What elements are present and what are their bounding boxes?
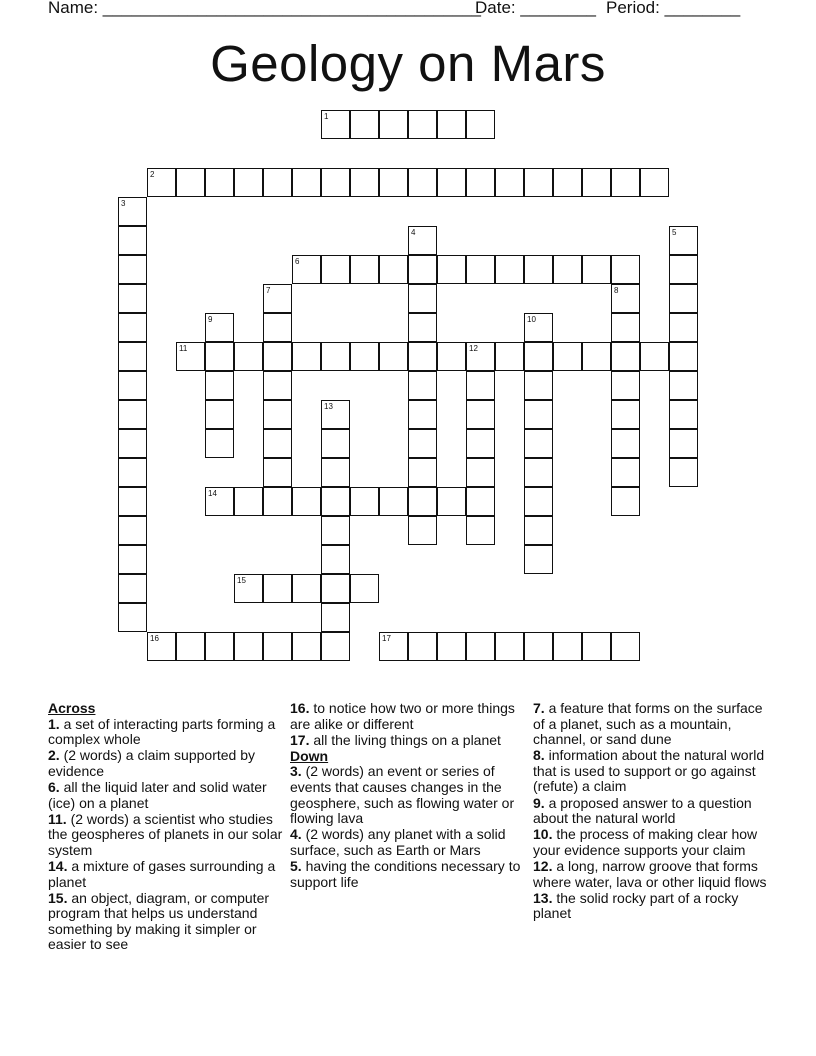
grid-cell[interactable]: [292, 342, 321, 371]
clue-number: 6: [295, 257, 300, 266]
grid-cell[interactable]: [292, 574, 321, 603]
grid-cell[interactable]: [466, 429, 495, 458]
clue-across-11: 11. (2 words) a scientist who studies the geospheres of planets in our solar system: [48, 810, 283, 858]
grid-cell[interactable]: [669, 342, 698, 371]
grid-cell[interactable]: [669, 255, 698, 284]
grid-cell[interactable]: [118, 487, 147, 516]
grid-cell[interactable]: [234, 487, 263, 516]
grid-cell[interactable]: [524, 342, 553, 371]
grid-cell[interactable]: [495, 255, 524, 284]
grid-cell[interactable]: [611, 429, 640, 458]
grid-cell[interactable]: [176, 632, 205, 661]
clue-across-1: 1. a set of interacting parts forming a complex whole: [48, 715, 276, 748]
grid-cell[interactable]: [611, 342, 640, 371]
grid-cell[interactable]: [263, 429, 292, 458]
grid-cell[interactable]: [495, 632, 524, 661]
grid-cell[interactable]: [408, 487, 437, 516]
grid-cell[interactable]: [611, 632, 640, 661]
grid-cell[interactable]: [350, 574, 379, 603]
clue-number: 11: [179, 344, 188, 353]
grid-cell[interactable]: [408, 226, 437, 255]
grid-cell[interactable]: [524, 371, 553, 400]
grid-cell[interactable]: [611, 313, 640, 342]
grid-cell[interactable]: [466, 632, 495, 661]
grid-cell[interactable]: [408, 255, 437, 284]
grid-cell[interactable]: [321, 342, 350, 371]
grid-cell[interactable]: [118, 313, 147, 342]
grid-cell[interactable]: [292, 632, 321, 661]
grid-cell[interactable]: [379, 110, 408, 139]
grid-cell[interactable]: [263, 313, 292, 342]
clue-across-2: 2. (2 words) a claim supported by evidence: [48, 747, 255, 779]
clue-number: 7: [266, 286, 271, 295]
grid-cell[interactable]: [263, 400, 292, 429]
grid-cell[interactable]: [524, 516, 553, 545]
grid-cell[interactable]: [118, 226, 147, 255]
clues-column-2: [290, 701, 522, 891]
grid-cell[interactable]: [611, 458, 640, 487]
grid-cell[interactable]: [205, 429, 234, 458]
clue-down-5: 5. having the conditions necessary to support life: [290, 857, 521, 890]
clue-down-12: 12. a long, narrow groove that forms where water, lava or other liquid flows: [533, 857, 767, 890]
clue-number: 5: [672, 228, 677, 237]
grid-cell[interactable]: [408, 284, 437, 313]
grid-cell[interactable]: [524, 458, 553, 487]
clue-number: 2: [150, 170, 155, 179]
grid-cell[interactable]: [205, 342, 234, 371]
grid-cell[interactable]: [408, 400, 437, 429]
grid-cell[interactable]: [582, 632, 611, 661]
grid-cell[interactable]: [118, 342, 147, 371]
grid-cell[interactable]: [669, 429, 698, 458]
grid-cell[interactable]: [118, 197, 147, 226]
grid-cell[interactable]: [321, 574, 350, 603]
clue-down-10: 10. the process of making clear how your evidence supports your claim: [533, 826, 758, 858]
clue-number: 9: [208, 315, 213, 324]
grid-cell[interactable]: [118, 603, 147, 632]
clue-number: 12: [469, 344, 478, 353]
clue-across-16: 16. to notice how two or more things are alike or different: [290, 700, 515, 732]
clue-number: 16: [150, 634, 159, 643]
grid-cell[interactable]: [234, 168, 263, 197]
grid-cell[interactable]: [263, 487, 292, 516]
grid-cell[interactable]: [669, 226, 698, 255]
clue-number: 10: [527, 315, 536, 324]
grid-cell[interactable]: [611, 487, 640, 516]
grid-cell[interactable]: [350, 342, 379, 371]
grid-cell[interactable]: [118, 429, 147, 458]
grid-cell[interactable]: [495, 168, 524, 197]
grid-cell[interactable]: [205, 632, 234, 661]
grid-cell[interactable]: [205, 313, 234, 342]
grid-cell[interactable]: [350, 168, 379, 197]
grid-cell[interactable]: [524, 487, 553, 516]
grid-cell[interactable]: [321, 603, 350, 632]
clue-down-4: 4. (2 words) any planet with a solid surface, such as Earth or Mars: [290, 826, 506, 858]
grid-cell[interactable]: [379, 487, 408, 516]
grid-cell[interactable]: [321, 545, 350, 574]
clue-across-14: 14. a mixture of gases surrounding a planet: [48, 857, 276, 890]
grid-cell[interactable]: [640, 168, 669, 197]
grid-cell[interactable]: [205, 400, 234, 429]
grid-cell[interactable]: [524, 429, 553, 458]
clue-number: 4: [411, 228, 416, 237]
grid-cell[interactable]: [263, 342, 292, 371]
grid-cell[interactable]: [553, 342, 582, 371]
grid-cell[interactable]: [321, 168, 350, 197]
clue-number: 17: [382, 634, 391, 643]
grid-cell[interactable]: [408, 110, 437, 139]
grid-cell[interactable]: [524, 313, 553, 342]
grid-cell[interactable]: [611, 255, 640, 284]
grid-cell[interactable]: [379, 342, 408, 371]
grid-cell[interactable]: [582, 342, 611, 371]
grid-cell[interactable]: [582, 255, 611, 284]
grid-cell[interactable]: [350, 487, 379, 516]
grid-cell[interactable]: [147, 632, 176, 661]
clues-column-3: [533, 701, 773, 922]
clue-number: 3: [121, 199, 126, 208]
grid-cell[interactable]: [408, 342, 437, 371]
down-heading: Down: [290, 747, 329, 764]
grid-cell[interactable]: [669, 284, 698, 313]
grid-cell[interactable]: [611, 284, 640, 313]
grid-cell[interactable]: [147, 168, 176, 197]
grid-cell[interactable]: [669, 400, 698, 429]
clue-across-6: 6. all the liquid later and solid water (ice) on a planet: [48, 778, 267, 811]
grid-cell[interactable]: [321, 429, 350, 458]
grid-cell[interactable]: [408, 429, 437, 458]
grid-cell[interactable]: [118, 371, 147, 400]
grid-cell[interactable]: [408, 168, 437, 197]
period-field[interactable]: Period: ________: [606, 0, 741, 17]
grid-cell[interactable]: [408, 458, 437, 487]
grid-cell[interactable]: [437, 168, 466, 197]
grid-cell[interactable]: [466, 168, 495, 197]
grid-cell[interactable]: [176, 342, 205, 371]
grid-cell[interactable]: [466, 255, 495, 284]
grid-cell[interactable]: [350, 255, 379, 284]
grid-cell[interactable]: [379, 168, 408, 197]
grid-cell[interactable]: [118, 284, 147, 313]
grid-cell[interactable]: [640, 342, 669, 371]
clues-column-1: [48, 701, 283, 954]
grid-cell[interactable]: [263, 371, 292, 400]
grid-cell[interactable]: [350, 110, 379, 139]
grid-cell[interactable]: [466, 371, 495, 400]
grid-cell[interactable]: [466, 110, 495, 139]
grid-cell[interactable]: [321, 516, 350, 545]
grid-cell[interactable]: [553, 168, 582, 197]
grid-cell[interactable]: [118, 458, 147, 487]
grid-cell[interactable]: [524, 168, 553, 197]
grid-cell[interactable]: [292, 168, 321, 197]
grid-cell[interactable]: [234, 574, 263, 603]
grid-cell[interactable]: [321, 255, 350, 284]
grid-cell[interactable]: [205, 371, 234, 400]
grid-cell[interactable]: [118, 516, 147, 545]
grid-cell[interactable]: [118, 545, 147, 574]
grid-cell[interactable]: [611, 371, 640, 400]
grid-cell[interactable]: [669, 458, 698, 487]
grid-cell[interactable]: [553, 255, 582, 284]
grid-cell[interactable]: [466, 342, 495, 371]
grid-cell[interactable]: [321, 458, 350, 487]
grid-cell[interactable]: [176, 168, 205, 197]
grid-cell[interactable]: [524, 545, 553, 574]
grid-cell[interactable]: [234, 632, 263, 661]
grid-cell[interactable]: [118, 574, 147, 603]
grid-cell[interactable]: [669, 313, 698, 342]
grid-cell[interactable]: [669, 371, 698, 400]
grid-cell[interactable]: [524, 255, 553, 284]
clue-number: 13: [324, 402, 333, 411]
name-field[interactable]: Name: ________________________________________: [48, 0, 481, 17]
clue-number: 14: [208, 489, 217, 498]
grid-cell[interactable]: [292, 487, 321, 516]
clue-across-15: 15. an object, diagram, or computer program that helps us understand something by making it simpler or easier to see: [48, 889, 270, 953]
grid-cell[interactable]: [582, 168, 611, 197]
clue-down-9: 9. a proposed answer to a question about the natural world: [533, 794, 752, 827]
grid-cell[interactable]: [408, 371, 437, 400]
date-field[interactable]: Date: ________: [475, 0, 596, 17]
clue-number: 1: [324, 112, 329, 121]
clue-down-7: 7. a feature that forms on the surface of a planet, such as a mountain, channel, or sand dune: [533, 700, 763, 748]
grid-cell[interactable]: [437, 342, 466, 371]
grid-cell[interactable]: [263, 458, 292, 487]
clue-number: 15: [237, 576, 246, 585]
grid-cell[interactable]: [408, 313, 437, 342]
clue-across-17: 17. all the living things on a planet: [290, 731, 501, 748]
grid-cell[interactable]: [611, 168, 640, 197]
grid-cell[interactable]: [466, 458, 495, 487]
grid-cell[interactable]: [524, 400, 553, 429]
grid-cell[interactable]: [321, 632, 350, 661]
grid-cell[interactable]: [437, 255, 466, 284]
grid-cell[interactable]: [466, 487, 495, 516]
grid-cell[interactable]: [321, 110, 350, 139]
clue-down-8: 8. information about the natural world that is used to support or go against (refute) a claim: [533, 747, 765, 795]
grid-cell[interactable]: [234, 342, 263, 371]
grid-cell[interactable]: [205, 487, 234, 516]
grid-cell[interactable]: [495, 342, 524, 371]
grid-cell[interactable]: [437, 632, 466, 661]
clue-number: 8: [614, 286, 619, 295]
grid-cell[interactable]: [408, 632, 437, 661]
grid-cell[interactable]: [118, 400, 147, 429]
grid-cell[interactable]: [321, 487, 350, 516]
grid-cell[interactable]: [263, 168, 292, 197]
grid-cell[interactable]: [611, 400, 640, 429]
grid-cell[interactable]: [321, 400, 350, 429]
grid-cell[interactable]: [263, 632, 292, 661]
clue-down-3: 3. (2 words) an event or series of events that causes changes in the geosphere, such as flowing water or flowing lava: [290, 763, 515, 827]
grid-cell[interactable]: [205, 168, 234, 197]
grid-cell[interactable]: [437, 110, 466, 139]
grid-cell[interactable]: [466, 516, 495, 545]
grid-cell[interactable]: [263, 284, 292, 313]
grid-cell[interactable]: [524, 632, 553, 661]
grid-cell[interactable]: [437, 487, 466, 516]
page-title: Geology on Mars: [210, 35, 606, 92]
grid-cell[interactable]: [118, 255, 147, 284]
grid-cell[interactable]: [263, 574, 292, 603]
grid-cell[interactable]: [379, 255, 408, 284]
grid-cell[interactable]: [553, 632, 582, 661]
grid-cell[interactable]: [466, 400, 495, 429]
across-heading: Across: [48, 700, 96, 716]
clue-down-13: 13. the solid rocky part of a rocky planet: [533, 889, 739, 922]
grid-cell[interactable]: [292, 255, 321, 284]
grid-cell[interactable]: [379, 632, 408, 661]
grid-cell[interactable]: [408, 516, 437, 545]
